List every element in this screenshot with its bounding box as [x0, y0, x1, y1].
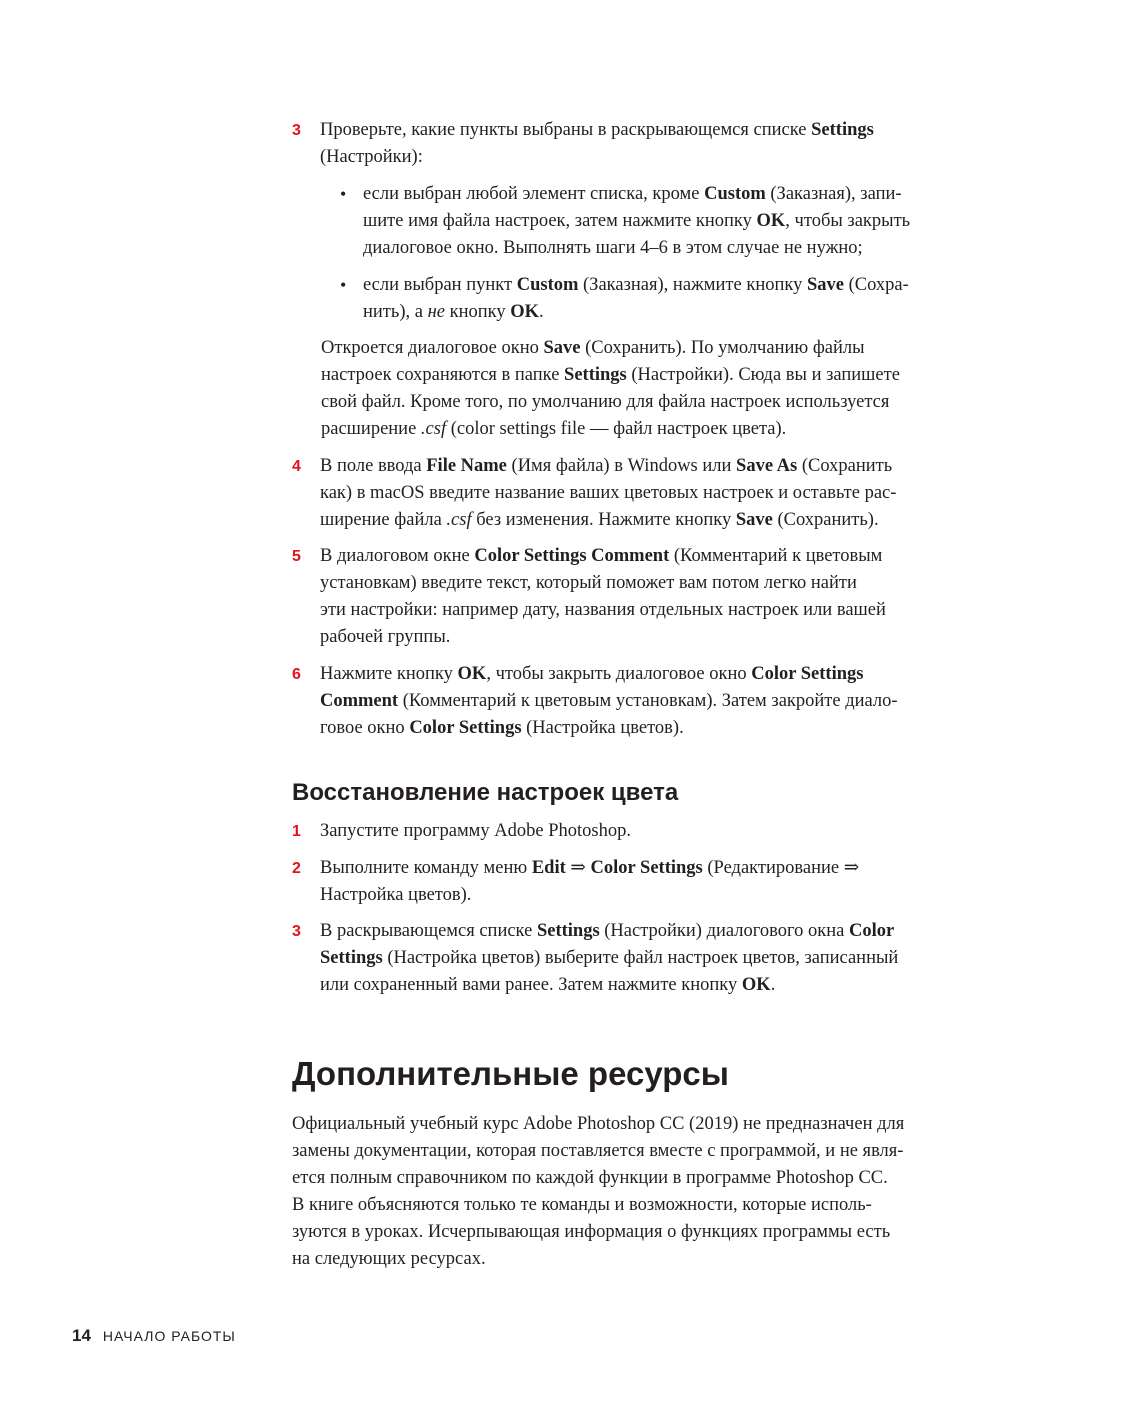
- step-number: 5: [292, 548, 301, 565]
- bold-term: Settings: [536, 921, 600, 941]
- text-run: свой файл. Кроме того, по умолчанию для файла настроек используется: [321, 392, 890, 412]
- resources-paragraph: [292, 1111, 904, 1273]
- text-run: расширение: [321, 419, 421, 439]
- bold-term: OK: [457, 664, 487, 684]
- bold-term: Color Settings: [590, 858, 703, 878]
- text-run: Выполните команду меню: [320, 858, 532, 878]
- text-line: [321, 389, 900, 416]
- text-line: [363, 299, 909, 326]
- text-line: [320, 661, 898, 688]
- text-run: настроек сохраняются в папке: [321, 365, 565, 385]
- italic-term: .csf: [420, 419, 447, 439]
- text-line: [320, 597, 886, 624]
- text-run: рабочей группы.: [320, 627, 451, 647]
- text-run: Настройка цветов).: [320, 885, 472, 905]
- step-number: 3: [292, 122, 301, 139]
- text-line: [292, 1192, 904, 1219]
- text-run: .: [770, 975, 776, 995]
- text-run: Проверьте, какие пункты выбраны в раскрывающемся списке: [320, 120, 812, 140]
- text-line: [320, 972, 898, 999]
- step-number: 6: [292, 666, 301, 683]
- bold-term: Settings: [320, 948, 383, 968]
- text-run: ⇒: [565, 858, 591, 878]
- italic-term: не: [427, 302, 445, 322]
- chapter-heading: Дополнительные ресурсы: [292, 1055, 729, 1092]
- bold-term: Comment: [320, 691, 399, 711]
- text-line: [363, 272, 909, 299]
- text-run: ширение файла: [320, 510, 447, 530]
- text-line: [363, 181, 910, 208]
- bold-term: Color: [848, 921, 895, 941]
- bold-term: File Name: [426, 456, 507, 476]
- bold-term: Save: [543, 338, 581, 358]
- text-run: без изменения. Нажмите кнопку: [471, 510, 736, 530]
- text-run: (Настройка цветов).: [521, 718, 684, 738]
- bold-term: Save: [735, 510, 773, 530]
- text-run: (Настройки) диалогового окна: [599, 921, 849, 941]
- text-line: [320, 688, 898, 715]
- bold-term: Edit: [531, 858, 566, 878]
- running-head: НАЧАЛО РАБОТЫ: [102, 1328, 236, 1344]
- text-run: (Редактирование ⇒: [702, 858, 860, 878]
- step-number: 2: [292, 860, 301, 877]
- text-line: [321, 362, 900, 389]
- step-number: 3: [292, 923, 301, 940]
- page-footer: [72, 1326, 236, 1346]
- step-text: [320, 661, 898, 742]
- text-run: , чтобы закрыть диалоговое окно: [486, 664, 752, 684]
- text-line: [320, 918, 898, 945]
- text-line: [292, 1219, 904, 1246]
- bold-term: Settings: [564, 365, 627, 385]
- bold-term: Color Settings: [751, 664, 864, 684]
- text-line: [320, 624, 886, 651]
- text-line: [292, 1138, 904, 1165]
- text-run: Запустите программу Adobe Photoshop.: [320, 821, 631, 841]
- text-run: зуются в уроках. Исчерпывающая информация о функциях программы есть: [292, 1222, 891, 1242]
- step-number: 1: [292, 823, 301, 840]
- bullet-text: [363, 272, 909, 326]
- text-run: В раскрывающемся списке: [320, 921, 537, 941]
- text-run: (Имя файла) в Windows или: [506, 456, 737, 476]
- step-text: [320, 918, 898, 999]
- italic-term: .csf: [446, 510, 472, 530]
- step-text: [320, 453, 896, 534]
- text-run: (Настройки):: [320, 147, 423, 167]
- text-line: [292, 1111, 904, 1138]
- text-run: если выбран любой элемент списка, кроме: [363, 184, 705, 204]
- bold-term: OK: [510, 302, 540, 322]
- text-line: [320, 882, 859, 909]
- bold-term: OK: [756, 211, 786, 231]
- text-run: кнопку: [444, 302, 511, 322]
- text-run: нить), а: [363, 302, 428, 322]
- text-run: если выбран пункт: [363, 275, 517, 295]
- text-run: В поле ввода: [320, 456, 427, 476]
- text-line: [320, 144, 874, 171]
- text-run: (Комментарий к цветовым установкам). Затем закройте диало-: [398, 691, 898, 711]
- text-line: [320, 453, 896, 480]
- bullet-icon: •: [340, 275, 347, 295]
- bullet-text: [363, 181, 910, 262]
- text-line: [320, 480, 896, 507]
- step-text: [320, 117, 874, 171]
- text-line: [321, 416, 900, 443]
- save-note: [321, 335, 900, 443]
- text-run: , чтобы закрыть: [785, 211, 911, 231]
- step-text: [320, 543, 886, 651]
- step-text: [320, 818, 631, 845]
- bold-term: Custom: [704, 184, 766, 204]
- text-line: [320, 855, 859, 882]
- text-run: ется полным справочником по каждой функции в программе Photoshop CC.: [292, 1168, 888, 1188]
- text-run: (color settings file — файл настроек цвета).: [446, 419, 787, 439]
- text-line: [363, 235, 910, 262]
- bold-term: OK: [741, 975, 771, 995]
- text-line: [320, 818, 631, 845]
- text-line: [320, 715, 898, 742]
- text-run: эти настройки: например дату, названия отдельных настроек или вашей: [320, 600, 886, 620]
- text-run: (Сохра-: [843, 275, 909, 295]
- text-run: (Сохранить: [797, 456, 893, 476]
- text-line: [320, 507, 896, 534]
- step-number: 4: [292, 458, 301, 475]
- bold-term: Save: [806, 275, 844, 295]
- bold-term: Custom: [516, 275, 579, 295]
- text-run: (Заказная), нажмите кнопку: [578, 275, 807, 295]
- bullet-icon: •: [340, 184, 347, 204]
- page-number: 14: [72, 1326, 91, 1345]
- text-line: [320, 570, 886, 597]
- text-run: как) в macOS введите название ваших цветовых настроек и оставьте рас-: [320, 483, 897, 503]
- step-text: [320, 855, 859, 909]
- text-line: [320, 543, 886, 570]
- text-run: или сохраненный вами ранее. Затем нажмите кнопку: [320, 975, 742, 995]
- text-run: на следующих ресурсах.: [292, 1249, 486, 1269]
- text-run: (Настройки). Сюда вы и запишете: [626, 365, 900, 385]
- text-run: (Сохранить).: [772, 510, 879, 530]
- text-run: замены документации, которая поставляется вместе с программой, и не явля-: [292, 1141, 904, 1161]
- text-line: [320, 117, 874, 144]
- text-line: [292, 1165, 904, 1192]
- text-run: (Комментарий к цветовым: [669, 546, 883, 566]
- text-line: [321, 335, 900, 362]
- text-run: (Заказная), запи-: [765, 184, 902, 204]
- text-run: Откроется диалоговое окно: [321, 338, 544, 358]
- text-line: [292, 1246, 904, 1273]
- text-run: (Настройка цветов) выберите файл настроек цветов, записанный: [382, 948, 899, 968]
- text-run: Нажмите кнопку: [320, 664, 458, 684]
- text-line: [363, 208, 910, 235]
- text-line: [320, 945, 898, 972]
- text-run: диалоговое окно. Выполнять шаги 4–6 в этом случае не нужно;: [363, 238, 863, 258]
- text-run: .: [539, 302, 544, 322]
- text-run: В книге объясняются только те команды и возможности, которые исполь-: [292, 1195, 872, 1215]
- bold-term: Settings: [811, 120, 874, 140]
- text-run: установкам) введите текст, который поможет вам потом легко найти: [320, 573, 857, 593]
- text-run: говое окно: [320, 718, 410, 738]
- bold-term: Color Settings: [409, 718, 522, 738]
- text-run: шите имя файла настроек, затем нажмите кнопку: [363, 211, 757, 231]
- text-run: В диалоговом окне: [320, 546, 475, 566]
- section-heading: Восстановление настроек цвета: [292, 779, 679, 806]
- text-run: (Сохранить). По умолчанию файлы: [580, 338, 865, 358]
- bold-term: Save As: [736, 456, 798, 476]
- text-run: Официальный учебный курс Adobe Photoshop CC (2019) не предназначен для: [292, 1114, 905, 1134]
- bold-term: Color Settings Comment: [474, 546, 670, 566]
